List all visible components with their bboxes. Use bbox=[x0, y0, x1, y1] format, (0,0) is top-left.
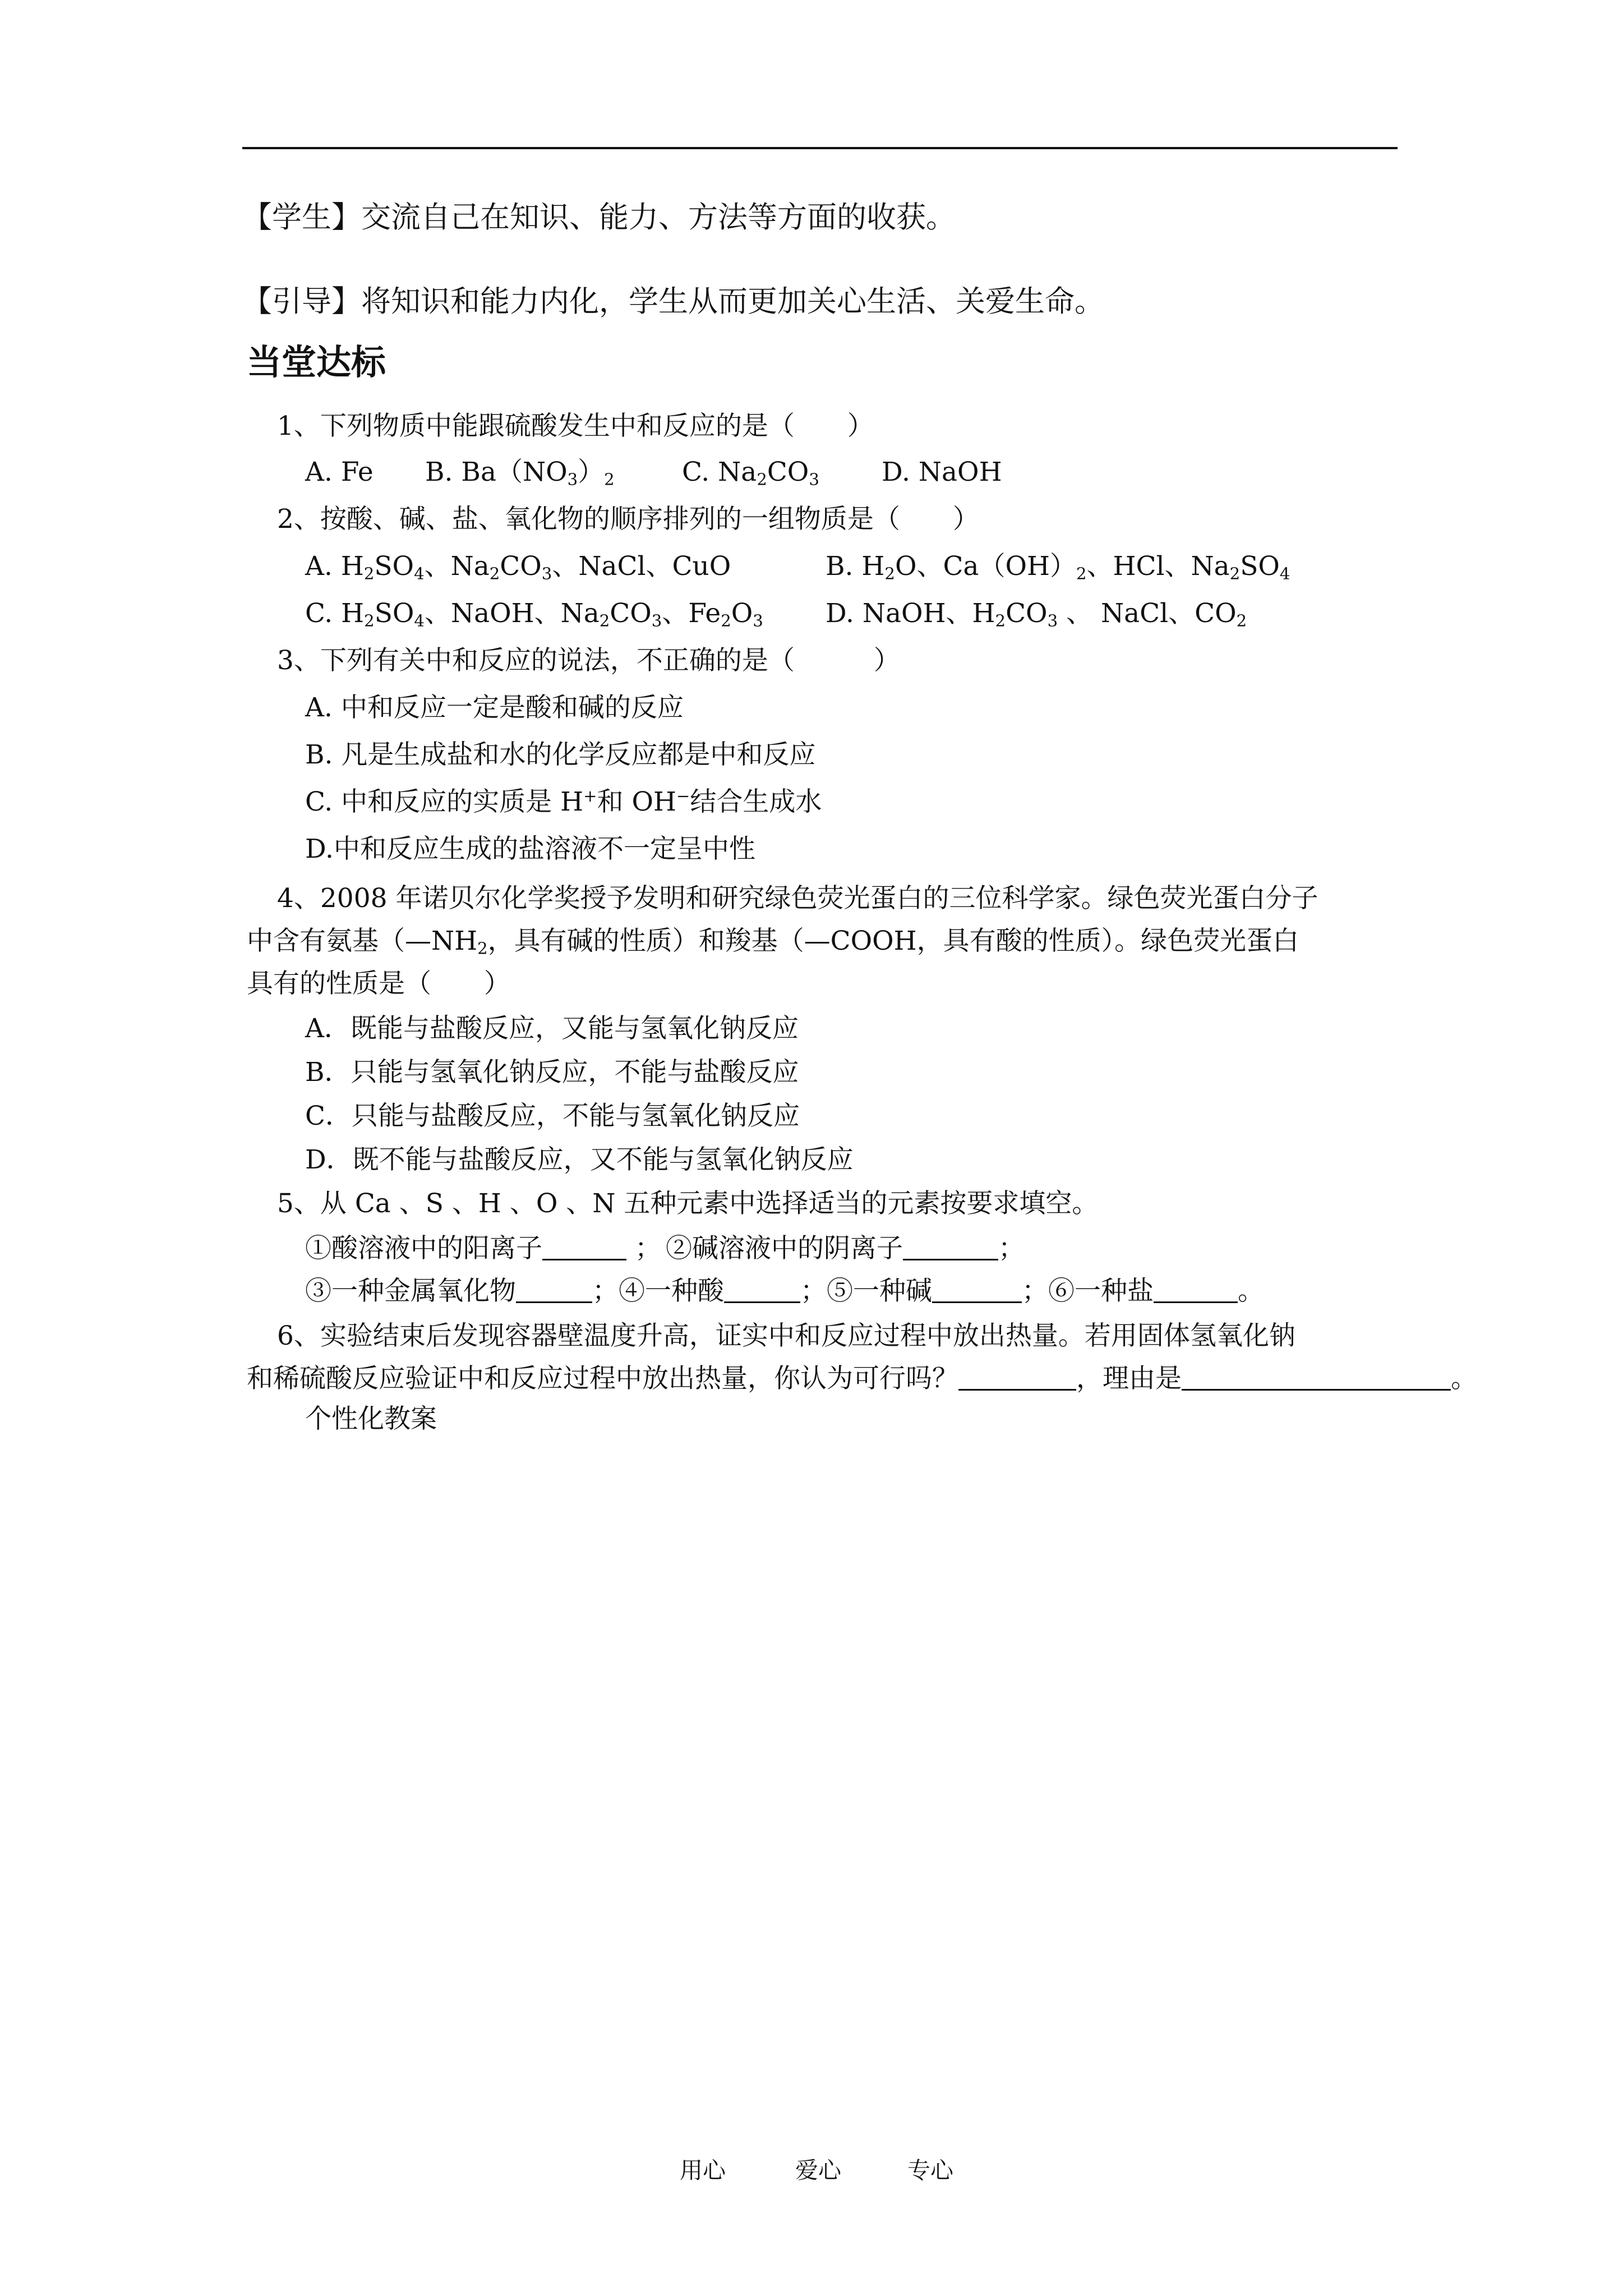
blank-base[interactable] bbox=[932, 1276, 1022, 1303]
blank-acid[interactable] bbox=[724, 1276, 800, 1303]
guide-paragraph bbox=[242, 284, 1104, 320]
q4-option-a: A．既能与盐酸反应，又能与氢氧化钠反应 bbox=[305, 1013, 799, 1044]
q3-option-d: D.中和反应生成的盐溶液不一定呈中性 bbox=[305, 834, 755, 864]
q3-option-c: C. 中和反应的实质是 H+和 OH−结合生成水 bbox=[305, 786, 822, 817]
q6-line-1: 6、实验结束后发现容器壁温度升高，证实中和反应过程中放出热量。若用固体氢氧化钠 bbox=[277, 1320, 1295, 1351]
q4-line-2: 中含有氨基（$—NH_2$，具有碱的性质）和羧基（—COOH，具有酸的性质）。绿色荧光蛋白 bbox=[247, 926, 1299, 958]
q2-option-a: A. $H_2SO_4$、$Na_2CO_3$、NaCl、CuO bbox=[305, 551, 731, 583]
q1-option-a: A. Fe bbox=[305, 457, 374, 487]
footer-word-1: 用心 bbox=[680, 2157, 726, 2184]
student-tag: 【学生】 bbox=[242, 200, 361, 234]
q4-line-3: 具有的性质是（ ） bbox=[247, 968, 510, 999]
q2-option-b: B. $H_2O$、$Ca(OH)_2$、HCl、$Na_2SO_4$ bbox=[826, 551, 1290, 583]
q5-row-2: ③一种金属氧化物 ；④一种酸 ；⑤一种碱 ；⑥一种盐 。 bbox=[305, 1276, 1264, 1306]
footer-word-2: 爱心 bbox=[795, 2157, 841, 2184]
blank-feasible[interactable] bbox=[958, 1363, 1076, 1391]
q4-option-b: B．只能与氢氧化钠反应，不能与盐酸反应 bbox=[305, 1057, 799, 1088]
q4-line-1: 4、2008 年诺贝尔化学奖授予发明和研究绿色荧光蛋白的三位科学家。绿色荧光蛋白分子 bbox=[277, 883, 1318, 914]
q6-line-2: 和稀硫酸反应验证中和反应过程中放出热量，你认为可行吗？ ，理由是 。 bbox=[247, 1363, 1477, 1394]
q6-line-3: 个性化教案 bbox=[305, 1404, 437, 1434]
footer-word-3: 专心 bbox=[907, 2157, 953, 2184]
guide-text: 将知识和能力内化，学生从而更加关心生活、关爱生命。 bbox=[361, 284, 1104, 319]
blank-base-anion[interactable] bbox=[903, 1233, 998, 1260]
q2-stem: 2、按酸、碱、盐、氧化物的顺序排列的一组物质是（ ） bbox=[277, 504, 979, 535]
q3-option-a: A. 中和反应一定是酸和碱的反应 bbox=[305, 692, 684, 723]
q5-row-1: ①酸溶液中的阳离子 ； ②碱溶液中的阴离子 ； bbox=[305, 1233, 1025, 1264]
q4-option-d: D．既不能与盐酸反应，又不能与氢氧化钠反应 bbox=[305, 1144, 854, 1175]
q1-option-d: D. NaOH bbox=[882, 457, 1002, 487]
q2-option-d: D. NaOH、$H_2CO_3$ 、 NaCl、$CO_2$ bbox=[826, 598, 1247, 631]
q1-stem: 1、下列物质中能跟硫酸发生中和反应的是（ ） bbox=[277, 411, 874, 441]
blank-salt[interactable] bbox=[1154, 1276, 1238, 1303]
header-rule bbox=[242, 147, 1398, 149]
section-title: 当堂达标 bbox=[247, 342, 386, 383]
q1-option-b: B. $Ba(NO_3)_2$ bbox=[425, 457, 615, 489]
blank-metal-oxide[interactable] bbox=[516, 1276, 592, 1303]
q4-option-c: C．只能与盐酸反应，不能与氢氧化钠反应 bbox=[305, 1101, 800, 1131]
q5-stem: 5、从 Ca 、S 、H 、O 、N 五种元素中选择适当的元素按要求填空。 bbox=[277, 1188, 1099, 1219]
q3-stem: 3、下列有关中和反应的说法，不正确的是（ ） bbox=[277, 645, 900, 676]
q3-option-b: B. 凡是生成盐和水的化学反应都是中和反应 bbox=[305, 739, 816, 770]
q1-option-c: C. $Na_2CO_3$ bbox=[682, 457, 819, 489]
student-text: 交流自己在知识、能力、方法等方面的收获。 bbox=[361, 200, 956, 234]
student-paragraph bbox=[242, 200, 956, 236]
q2-option-c: C. $H_2SO_4$、NaOH、$Na_2CO_3$、$Fe_2O_3$ bbox=[305, 598, 763, 631]
blank-acid-cation[interactable] bbox=[542, 1233, 626, 1260]
blank-reason[interactable] bbox=[1182, 1363, 1451, 1391]
guide-tag: 【引导】 bbox=[242, 284, 361, 319]
